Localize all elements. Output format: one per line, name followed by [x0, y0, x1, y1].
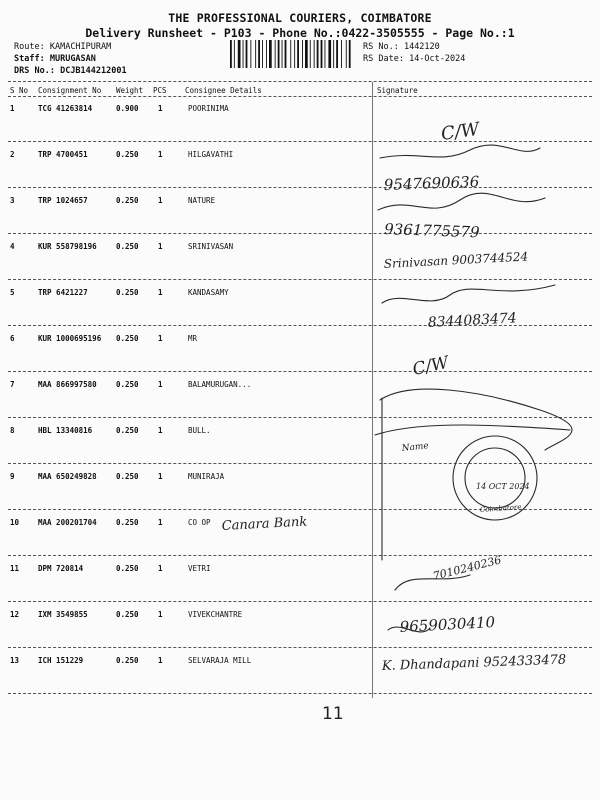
signature-column-divider — [372, 82, 373, 698]
row-sno: 6 — [10, 334, 15, 343]
row-consignment-no: DPM 720814 — [38, 564, 84, 573]
row-sno: 1 — [10, 104, 15, 113]
row-sno: 11 — [10, 564, 20, 573]
row-divider — [8, 647, 592, 648]
row-consignment-no: KUR 1000695196 — [38, 334, 102, 343]
row-weight: 0.250 — [116, 380, 139, 389]
row-pcs: 1 — [158, 242, 163, 251]
row-consignment-no: MAA 200201704 — [38, 518, 97, 527]
row-divider — [8, 463, 592, 464]
staff-value: MURUGASAN — [49, 54, 96, 64]
row-divider — [8, 693, 592, 694]
handwritten-annotation: 7010240236 — [431, 553, 503, 583]
row-divider — [8, 279, 592, 280]
row-consignee: SRINIVASAN — [188, 242, 234, 251]
route-value: KAMACHIPURAM — [49, 42, 112, 52]
row-weight: 0.250 — [116, 150, 139, 159]
row-consignee: BULL. — [188, 426, 211, 435]
row-pcs: 1 — [158, 196, 163, 205]
row-consignee: MR — [188, 334, 198, 343]
row-consignment-no: MAA 866997580 — [38, 380, 97, 389]
handwritten-annotation: 9547690636 — [383, 172, 480, 194]
row-pcs: 1 — [158, 150, 163, 159]
row-weight: 0.250 — [116, 564, 139, 573]
row-pcs: 1 — [158, 656, 163, 665]
row-sno: 2 — [10, 150, 15, 159]
handwritten-annotation: Srinivasan 9003744524 — [383, 249, 529, 271]
row-weight: 0.250 — [116, 610, 139, 619]
row-sno: 9 — [10, 472, 15, 481]
handwritten-annotation: 9361775579 — [383, 220, 480, 242]
barcode-image — [230, 40, 352, 68]
row-sno: 5 — [10, 288, 15, 297]
rs-block — [363, 41, 465, 65]
header-top-rule — [8, 81, 592, 82]
row-pcs: 1 — [158, 380, 163, 389]
handwritten-annotation: 14 OCT 2024 — [476, 482, 530, 491]
row-weight: 0.250 — [116, 426, 139, 435]
row-consignment-no: TCG 41263814 — [38, 104, 93, 113]
route-line: Route: KAMACHIPURAM — [14, 42, 112, 52]
row-consignee: VIVEKCHANTRE — [188, 610, 243, 619]
row-consignment-no: TRP 1024657 — [38, 196, 88, 205]
rs-no-value: 1442120 — [403, 42, 440, 52]
row-consignment-no: HBL 13340816 — [38, 426, 93, 435]
drs-line: DRS No.: DCJB144212001 — [14, 66, 127, 76]
row-consignee: HILGAVATHI — [188, 150, 234, 159]
row-consignee: KANDASAMY — [188, 288, 229, 297]
row-divider — [8, 555, 592, 556]
row-weight: 0.250 — [116, 196, 139, 205]
row-pcs: 1 — [158, 104, 163, 113]
staff-line: Staff: MURUGASAN — [14, 54, 96, 64]
row-weight: 0.900 — [116, 104, 139, 113]
row-consignment-no: ICH 151229 — [38, 656, 84, 665]
row-consignee: SELVARAJA MILL — [188, 656, 252, 665]
col-header-signature: Signature — [377, 86, 418, 95]
page-tally-mark: 11 — [322, 704, 344, 724]
handwritten-annotation: C/W — [410, 352, 451, 380]
handwritten-annotation: K. Dhandapani 9524333478 — [381, 652, 567, 674]
handwritten-annotation: 9659030410 — [399, 613, 496, 636]
header-bottom-rule — [8, 96, 592, 97]
handwritten-annotation: Canara Bank — [221, 514, 308, 534]
row-pcs: 1 — [158, 610, 163, 619]
row-consignment-no: MAA 650249828 — [38, 472, 97, 481]
row-consignee: CO OP — [188, 518, 211, 527]
handwritten-annotation: Coimbatore — [479, 503, 522, 514]
company-title: THE PROFESSIONAL COURIERS, COIMBATORE — [168, 11, 432, 25]
row-sno: 12 — [10, 610, 20, 619]
row-weight: 0.250 — [116, 472, 139, 481]
row-consignee: VETRI — [188, 564, 211, 573]
route-staff-block — [14, 41, 127, 77]
row-consignment-no: IXM 3549855 — [38, 610, 88, 619]
row-divider — [8, 601, 592, 602]
row-consignment-no: KUR 558798196 — [38, 242, 97, 251]
row-pcs: 1 — [158, 518, 163, 527]
row-consignee: BALAMURUGAN... — [188, 380, 252, 389]
row-weight: 0.250 — [116, 242, 139, 251]
col-header-pcs: PCS — [153, 86, 167, 95]
row-divider — [8, 417, 592, 418]
row-sno: 3 — [10, 196, 15, 205]
col-header-sno: S No — [10, 86, 29, 95]
row-divider — [8, 509, 592, 510]
row-sno: 13 — [10, 656, 20, 665]
row-weight: 0.250 — [116, 656, 139, 665]
row-consignment-no: TRP 4700451 — [38, 150, 88, 159]
row-sno: 10 — [10, 518, 20, 527]
drs-value: DCJB144212001 — [60, 66, 127, 76]
row-divider — [8, 233, 592, 234]
row-consignee: MUNIRAJA — [188, 472, 225, 481]
runsheet-subtitle: Delivery Runsheet - P103 - Phone No.:0422-3505555 - Page No.:1 — [85, 26, 515, 40]
row-consignment-no: TRP 6421227 — [38, 288, 88, 297]
col-header-consignee: Consignee Details — [185, 86, 262, 95]
row-sno: 7 — [10, 380, 15, 389]
row-sno: 4 — [10, 242, 15, 251]
row-divider — [8, 187, 592, 188]
handwritten-annotation: 8344083474 — [427, 310, 518, 331]
rs-date-line: RS Date: 14-Oct-2024 — [363, 54, 466, 64]
row-weight: 0.250 — [116, 518, 139, 527]
handwritten-annotation: C/W — [439, 118, 481, 145]
row-pcs: 1 — [158, 564, 163, 573]
row-pcs: 1 — [158, 334, 163, 343]
row-pcs: 1 — [158, 472, 163, 481]
row-divider — [8, 141, 592, 142]
rs-date-value: 14-Oct-2024 — [409, 54, 466, 64]
row-pcs: 1 — [158, 426, 163, 435]
row-divider — [8, 325, 592, 326]
handwritten-annotation: Name — [401, 441, 430, 454]
rs-no-line: RS No.: 1442120 — [363, 42, 440, 52]
col-header-weight: Weight — [116, 86, 144, 95]
row-weight: 0.250 — [116, 334, 139, 343]
row-divider — [8, 371, 592, 372]
row-consignee: POORINIMA — [188, 104, 229, 113]
col-header-consignment: Consignment No — [38, 86, 102, 95]
row-consignee: NATURE — [188, 196, 216, 205]
row-pcs: 1 — [158, 288, 163, 297]
row-sno: 8 — [10, 426, 15, 435]
row-weight: 0.250 — [116, 288, 139, 297]
